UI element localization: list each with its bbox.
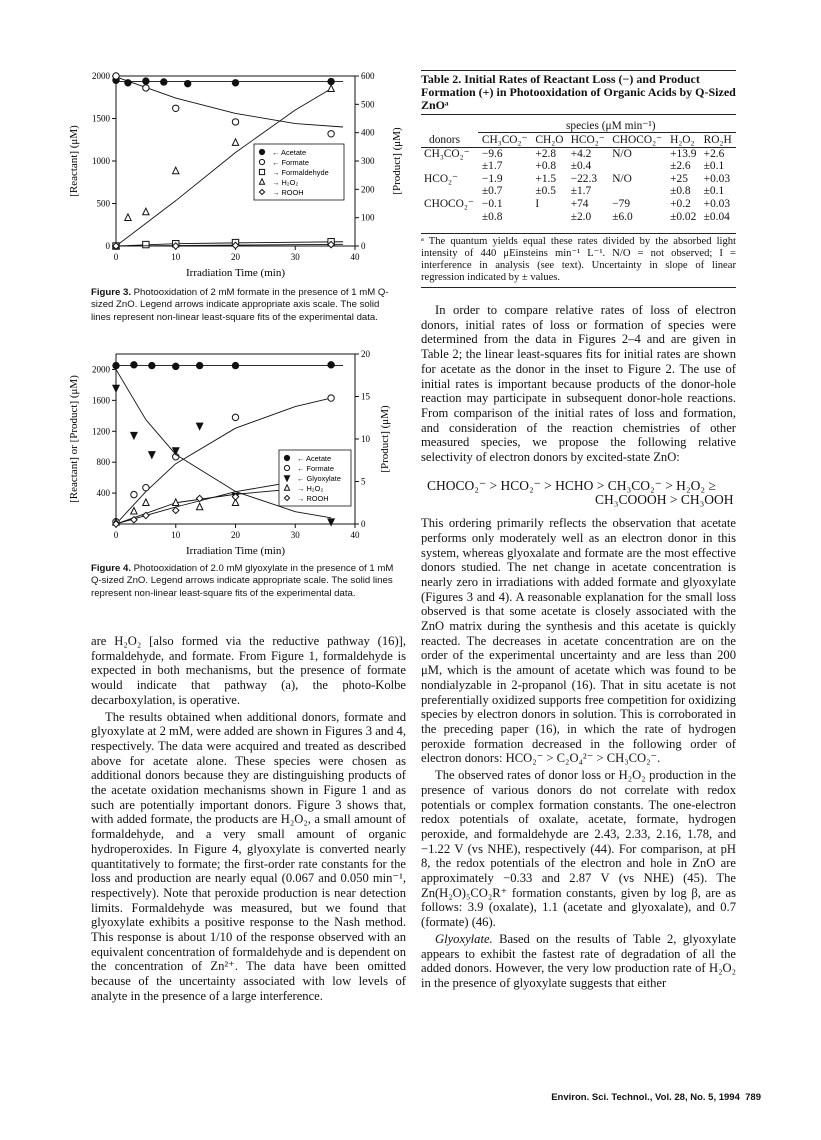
legend-label: → ROOH [297, 494, 329, 503]
data-point [131, 491, 137, 497]
table-2-title: Table 2. Initial Rates of Reactant Loss (−) and Product Formation (+) in Photooxidation of Organic Acids by Q-Sized ZnOᵃ [421, 72, 736, 112]
x-tick-label: 30 [290, 252, 300, 262]
data-point [113, 385, 119, 392]
table-cell: −1.9 [481, 172, 503, 185]
section-run-in-head: Glyoxylate. [435, 931, 493, 946]
data-point [185, 80, 191, 86]
data-point [173, 507, 179, 513]
data-point [143, 499, 149, 506]
table-cell: +0.2 [670, 197, 691, 210]
column-header: CH₃CO₂⁻ [481, 134, 528, 146]
data-point [259, 149, 264, 154]
table-bottom-rule [421, 287, 736, 288]
y2-tick-label: 300 [361, 156, 375, 166]
table-cell: ±0.1 [703, 160, 725, 173]
paragraph: This ordering primarily reflects the observation that acetate performs only moderately well as an electron donor in this system, whereas glyoxalate and formate are the most effective donors studied. The net change in acetate concentration is nearly zero in irradiations with added formate and glyoxylate (Figures 3 and 4). A reasonable explanation for the small loss observed is that some acetate is closely associated with the ZnO matrix during the synthesis and this acetate is quickly reacted. The decreases in acetate concentration are on the order of the experimental uncertainty and are less than 200 μM, which is the amount of acetate which was found to be nondialyzable in 2-propanol (16). That in situ acetate is not preferentially oxidized supports free competition for oxidizing species by electron donors in solution. This is corroborated in the preceding paper (16), in which the rate of hydrogen peroxide formation decreased in the following order of electron donors: HCO₂⁻ > C₂O₄²⁻ > CH₃CO₂⁻. [421, 516, 736, 766]
table-cell: ±0.8 [670, 185, 691, 198]
table-cell: −22.3 [570, 172, 598, 185]
series-acetate [113, 362, 343, 370]
paragraph: In order to compare relative rates of loss of electron donors, initial rates of loss or formation of species were determined from the data in Figures 2–4 and are given in Table 2; the linear least-squares fits for initial rates are shown for acetate as the donor in the inset to Figure 2. The use of initial rates is important because products of the donor-hole reaction may participate in subsequent donor-hole reactions. From comparison of the initial rates of loss and formation, and consideration of the reaction chemistries of other measured species, we propose the following relative selectivity of electron donors by excited-state ZnO: [421, 303, 736, 465]
x-tick-label: 40 [350, 530, 360, 540]
figure-4-caption [91, 563, 397, 600]
legend-label: ← Acetate [272, 148, 307, 157]
y-axis-label: [Reactant] or [Product] (μM) [68, 375, 80, 503]
table-cell: ±0.5 [535, 185, 556, 198]
figure-3-caption-text: Photooxidation of 2 mM formate in the presence of 1 mM Q-sized ZnO. Legend arrows indicate appropriate axis scale. The solid lines represent non-linear least-square fits of the experimental data. [91, 287, 389, 323]
table-2-footnote: ᵃ The quantum yields equal these rates divided by the absorbed light intensity of 440 μEinsteins min⁻¹ L⁻¹. N/O = not observed; I = interference in analysis (see text). Uncertainty in slope of linear regression indicated by ± values. [421, 236, 736, 283]
table-cell: +13.9 [670, 147, 697, 160]
y-tick-label: 800 [96, 457, 110, 468]
table-cell: ±0.7 [481, 185, 503, 198]
table-rule [421, 114, 736, 115]
table-cell: +0.8 [535, 160, 557, 173]
y-tick-label: 1200 [92, 426, 110, 437]
table-cell: +4.2 [570, 147, 592, 160]
table-cell: N/O [612, 147, 632, 160]
data-point [143, 512, 149, 518]
table-cell: −79 [612, 197, 631, 210]
table-cell: +74 [570, 197, 589, 210]
data-point [232, 362, 238, 368]
data-point [196, 503, 202, 510]
y2-axis-label: [Product] (μM) [391, 127, 403, 195]
table-row [421, 147, 736, 160]
y2-axis-label: [Product] (μM) [379, 405, 391, 473]
table-cell: CHOCO₂⁻ [424, 197, 474, 210]
paragraph: The results obtained when additional donors, formate and glyoxylate at 2 mM, were added are shown in Figures 3 and 4, respectively. The data were acquired and treated as described above for acetate alone. These species were chosen as additional donors because they are distinguishing products of the acetate oxidation mechanisms shown in Figure 1 and as such are potentially important donors. Figure 3 shows that, with added formate, the products are H₂O₂, a small amount of formaldehyde, and a very small amount of organic hydroperoxides. In Figure 4, glyoxylate is converted nearly quantitatively to formate; the first-order rate constants for the loss and production are nearly equal (0.067 and 0.050 min⁻¹, respectively). Note that peroxide production is near detection limits. Formaldehyde was measured, but we found that glyoxylate exhibits a positive response to the Nash method. This response is about 1/10 of the response observed with an equivalent concentration of formaldehyde and is dependent on the concentration of Zn²⁺. The data have been omitted because of the uncertainty associated with low levels of analyte in the presence of a large interference. [91, 709, 406, 1003]
equation-line-2: CH₃COOOH > CH₃OOH [595, 492, 734, 508]
table-cell [532, 211, 567, 224]
data-point [328, 85, 334, 92]
table-cell: +2.6 [703, 147, 725, 160]
y-tick-label: 1000 [92, 156, 110, 166]
legend-label: ← Glyoxylate [297, 474, 341, 483]
column-header: CH₂O [535, 134, 564, 146]
y2-tick-label: 15 [361, 391, 370, 402]
data-point [131, 507, 137, 514]
table-row [421, 173, 736, 186]
table-cell [421, 211, 479, 224]
data-point [143, 208, 149, 215]
table-top-rule [421, 70, 736, 71]
table-row [421, 211, 736, 224]
right-column-text [421, 303, 736, 991]
table-cell: ±2.6 [670, 160, 691, 173]
data-point [232, 119, 238, 125]
data-point [173, 363, 179, 369]
data-point [328, 131, 334, 137]
column-header: CHOCO₂⁻ [612, 134, 663, 146]
data-point [143, 85, 149, 91]
y2-tick-label: 5 [361, 476, 366, 487]
figure-4-caption-label: Figure 4. [91, 563, 131, 574]
y-tick-label: 1500 [92, 113, 110, 124]
selectivity-equation [427, 479, 736, 508]
x-tick-label: 0 [113, 252, 119, 262]
table-cell: ±2.0 [570, 210, 592, 223]
table-cell: I [535, 197, 540, 210]
y2-tick-label: 0 [361, 519, 366, 529]
table-cell: +1.5 [535, 172, 557, 185]
data-point [232, 414, 238, 420]
data-point [113, 362, 119, 368]
figure-3-chart [60, 66, 410, 284]
data-point [196, 362, 202, 368]
data-point [196, 423, 202, 430]
legend-label: ← Formate [272, 158, 309, 167]
column-header: RO₂H [703, 134, 732, 146]
table-cell [421, 160, 479, 173]
y2-tick-label: 100 [361, 212, 375, 223]
table-cell: −9.6 [481, 147, 503, 160]
paragraph: The observed rates of donor loss or H₂O₂ production in the presence of various donors do not correlate with redox potentials or complex formation constants. The one-electron redox potentials of oxalate, acetate, formate, hydrogen peroxide, and formaldehyde are 2.43, 2.33, 2.16, 1.78, and −1.22 V (vs NHE), respectively (44). For comparison, at pH 8, the redox potentials of the electron and hole in ZnO are approximately −0.33 and 2.87 V (vs NHE) (45). The Zn(H₂O)₅CO₂R⁺ formation constants, given by log β, are as follows: 3.9 (oxalate), 1.1 (acetate and glyoxalate), and 0.7 (formate) (46). [421, 768, 736, 930]
figure-4-caption-text: Photooxidation of 2.0 mM glyoxylate in the presence of 1 mM Q-sized ZnO. Legend arrows indicate appropriate scale. The solid lines represent non-linear least-square fits of the experimental data. [91, 563, 394, 599]
y2-tick-label: 20 [361, 349, 370, 359]
column-header: H₂O₂ [670, 134, 695, 146]
legend-label: → H₂O₂ [297, 484, 324, 493]
species-header: species (μM min⁻¹) [566, 120, 656, 132]
data-point [232, 139, 238, 146]
data-point [284, 455, 289, 460]
data-point [328, 78, 334, 84]
table-2 [421, 73, 736, 112]
x-axis-label: Irradiation Time (min) [186, 545, 285, 557]
data-point [143, 78, 149, 84]
y2-tick-label: 600 [361, 71, 375, 81]
paragraph [421, 932, 736, 991]
data-point [259, 169, 264, 174]
table-row [421, 160, 736, 173]
x-tick-label: 30 [290, 530, 300, 540]
table-cell: HCO₂⁻ [424, 172, 459, 185]
y-tick-label: 400 [96, 488, 110, 499]
paragraph: are H₂O₂ [also formed via the reductive pathway (16)], formaldehyde, and formate. From Figure 1, formaldehyde is expected in both mechanisms, but the presence of formate would indicate that pathway (a), the photo-Kolbe decarboxylation, is operative. [91, 634, 406, 707]
y2-tick-label: 500 [361, 99, 375, 110]
data-point [149, 362, 155, 368]
y2-tick-label: 10 [361, 434, 370, 444]
x-tick-label: 20 [231, 252, 240, 262]
figure-3-caption-label: Figure 3. [91, 287, 131, 298]
table-cell [609, 185, 667, 198]
y-tick-label: 2000 [92, 364, 110, 375]
x-tick-label: 10 [171, 530, 181, 540]
data-point [143, 241, 149, 247]
data-point [232, 80, 238, 86]
legend-label: → H₂O₂ [272, 178, 299, 187]
x-tick-label: 40 [350, 252, 360, 262]
table-cell: +2.8 [535, 147, 557, 160]
column-header: donors [429, 134, 461, 146]
table-2-grid [421, 134, 736, 223]
table-cell: +0.03 [703, 172, 731, 185]
legend-label: → Formaldehyde [272, 168, 329, 177]
table-cell: +25 [670, 172, 688, 185]
x-tick-label: 0 [113, 530, 119, 540]
table-cell: ±0.04 [703, 210, 730, 223]
x-tick-label: 20 [231, 530, 240, 540]
column-header: HCO₂⁻ [570, 134, 605, 146]
data-point [131, 517, 137, 523]
figure-4-chart [60, 342, 410, 560]
data-point [149, 452, 155, 459]
data-point [284, 465, 289, 470]
y2-tick-label: 400 [361, 127, 375, 138]
legend-label: ← Formate [297, 464, 334, 473]
table-cell [421, 185, 479, 198]
table-cell: ±6.0 [612, 210, 633, 223]
y-tick-label: 2000 [92, 71, 110, 81]
page-footer: Environ. Sci. Technol., Vol. 28, No. 5, 1994 789 [551, 1092, 761, 1103]
table-cell: ±1.7 [481, 160, 503, 173]
left-column-text [91, 634, 406, 1004]
table-cell: CH₃CO₂⁻ [424, 147, 470, 160]
legend-label: ← Acetate [297, 454, 332, 463]
data-point [173, 105, 179, 111]
data-point [125, 214, 131, 221]
legend-label: → ROOH [272, 188, 304, 197]
y-axis-label: [Reactant] (μM) [68, 125, 80, 197]
data-point [328, 362, 334, 368]
table-cell: ±0.02 [670, 210, 697, 223]
chart-legend [279, 450, 351, 506]
y-tick-label: 1600 [92, 395, 110, 406]
y-tick-label: 500 [96, 198, 110, 209]
table-cell [609, 160, 667, 173]
data-point [259, 159, 264, 164]
equation-line-1: CHOCO₂⁻ > HCO₂⁻ > HCHO > CH₃CO₂⁻ > H₂O₂ ≥ [427, 477, 716, 493]
data-point [131, 432, 137, 439]
data-point [173, 448, 179, 455]
x-tick-label: 10 [171, 252, 181, 262]
table-subheader-rule [478, 132, 736, 133]
table-cell: +0.03 [703, 197, 731, 210]
paragraph-text: Based on the results of Table 2, glyoxylate appears to exhibit the fastest rate of degradation of all the added donors. However, the very low production rate of H₂O₂ in the presence of glyoxylate suggests that either [421, 931, 736, 990]
table-cell: −0.1 [481, 197, 503, 210]
data-point [161, 79, 167, 85]
data-point [113, 73, 119, 79]
table-header-row [421, 134, 736, 147]
series-formaldehyde [113, 239, 343, 250]
figure-3-caption [91, 287, 397, 324]
y-tick-label: 0 [105, 241, 110, 251]
table-row [421, 185, 736, 198]
data-point [328, 395, 334, 401]
table-cell: ±0.4 [570, 160, 592, 173]
chart-legend [254, 144, 344, 200]
table-cell: ±0.1 [703, 185, 725, 198]
data-point [131, 362, 137, 368]
y2-tick-label: 0 [361, 241, 366, 251]
data-point [173, 167, 179, 174]
table-rule [421, 233, 736, 234]
table-cell: ±0.8 [481, 210, 503, 223]
table-cell: N/O [612, 172, 632, 185]
table-row [421, 198, 736, 211]
data-point [143, 484, 149, 490]
x-axis-label: Irradiation Time (min) [186, 267, 285, 279]
table-cell: ±1.7 [570, 185, 592, 198]
y2-tick-label: 200 [361, 184, 375, 195]
